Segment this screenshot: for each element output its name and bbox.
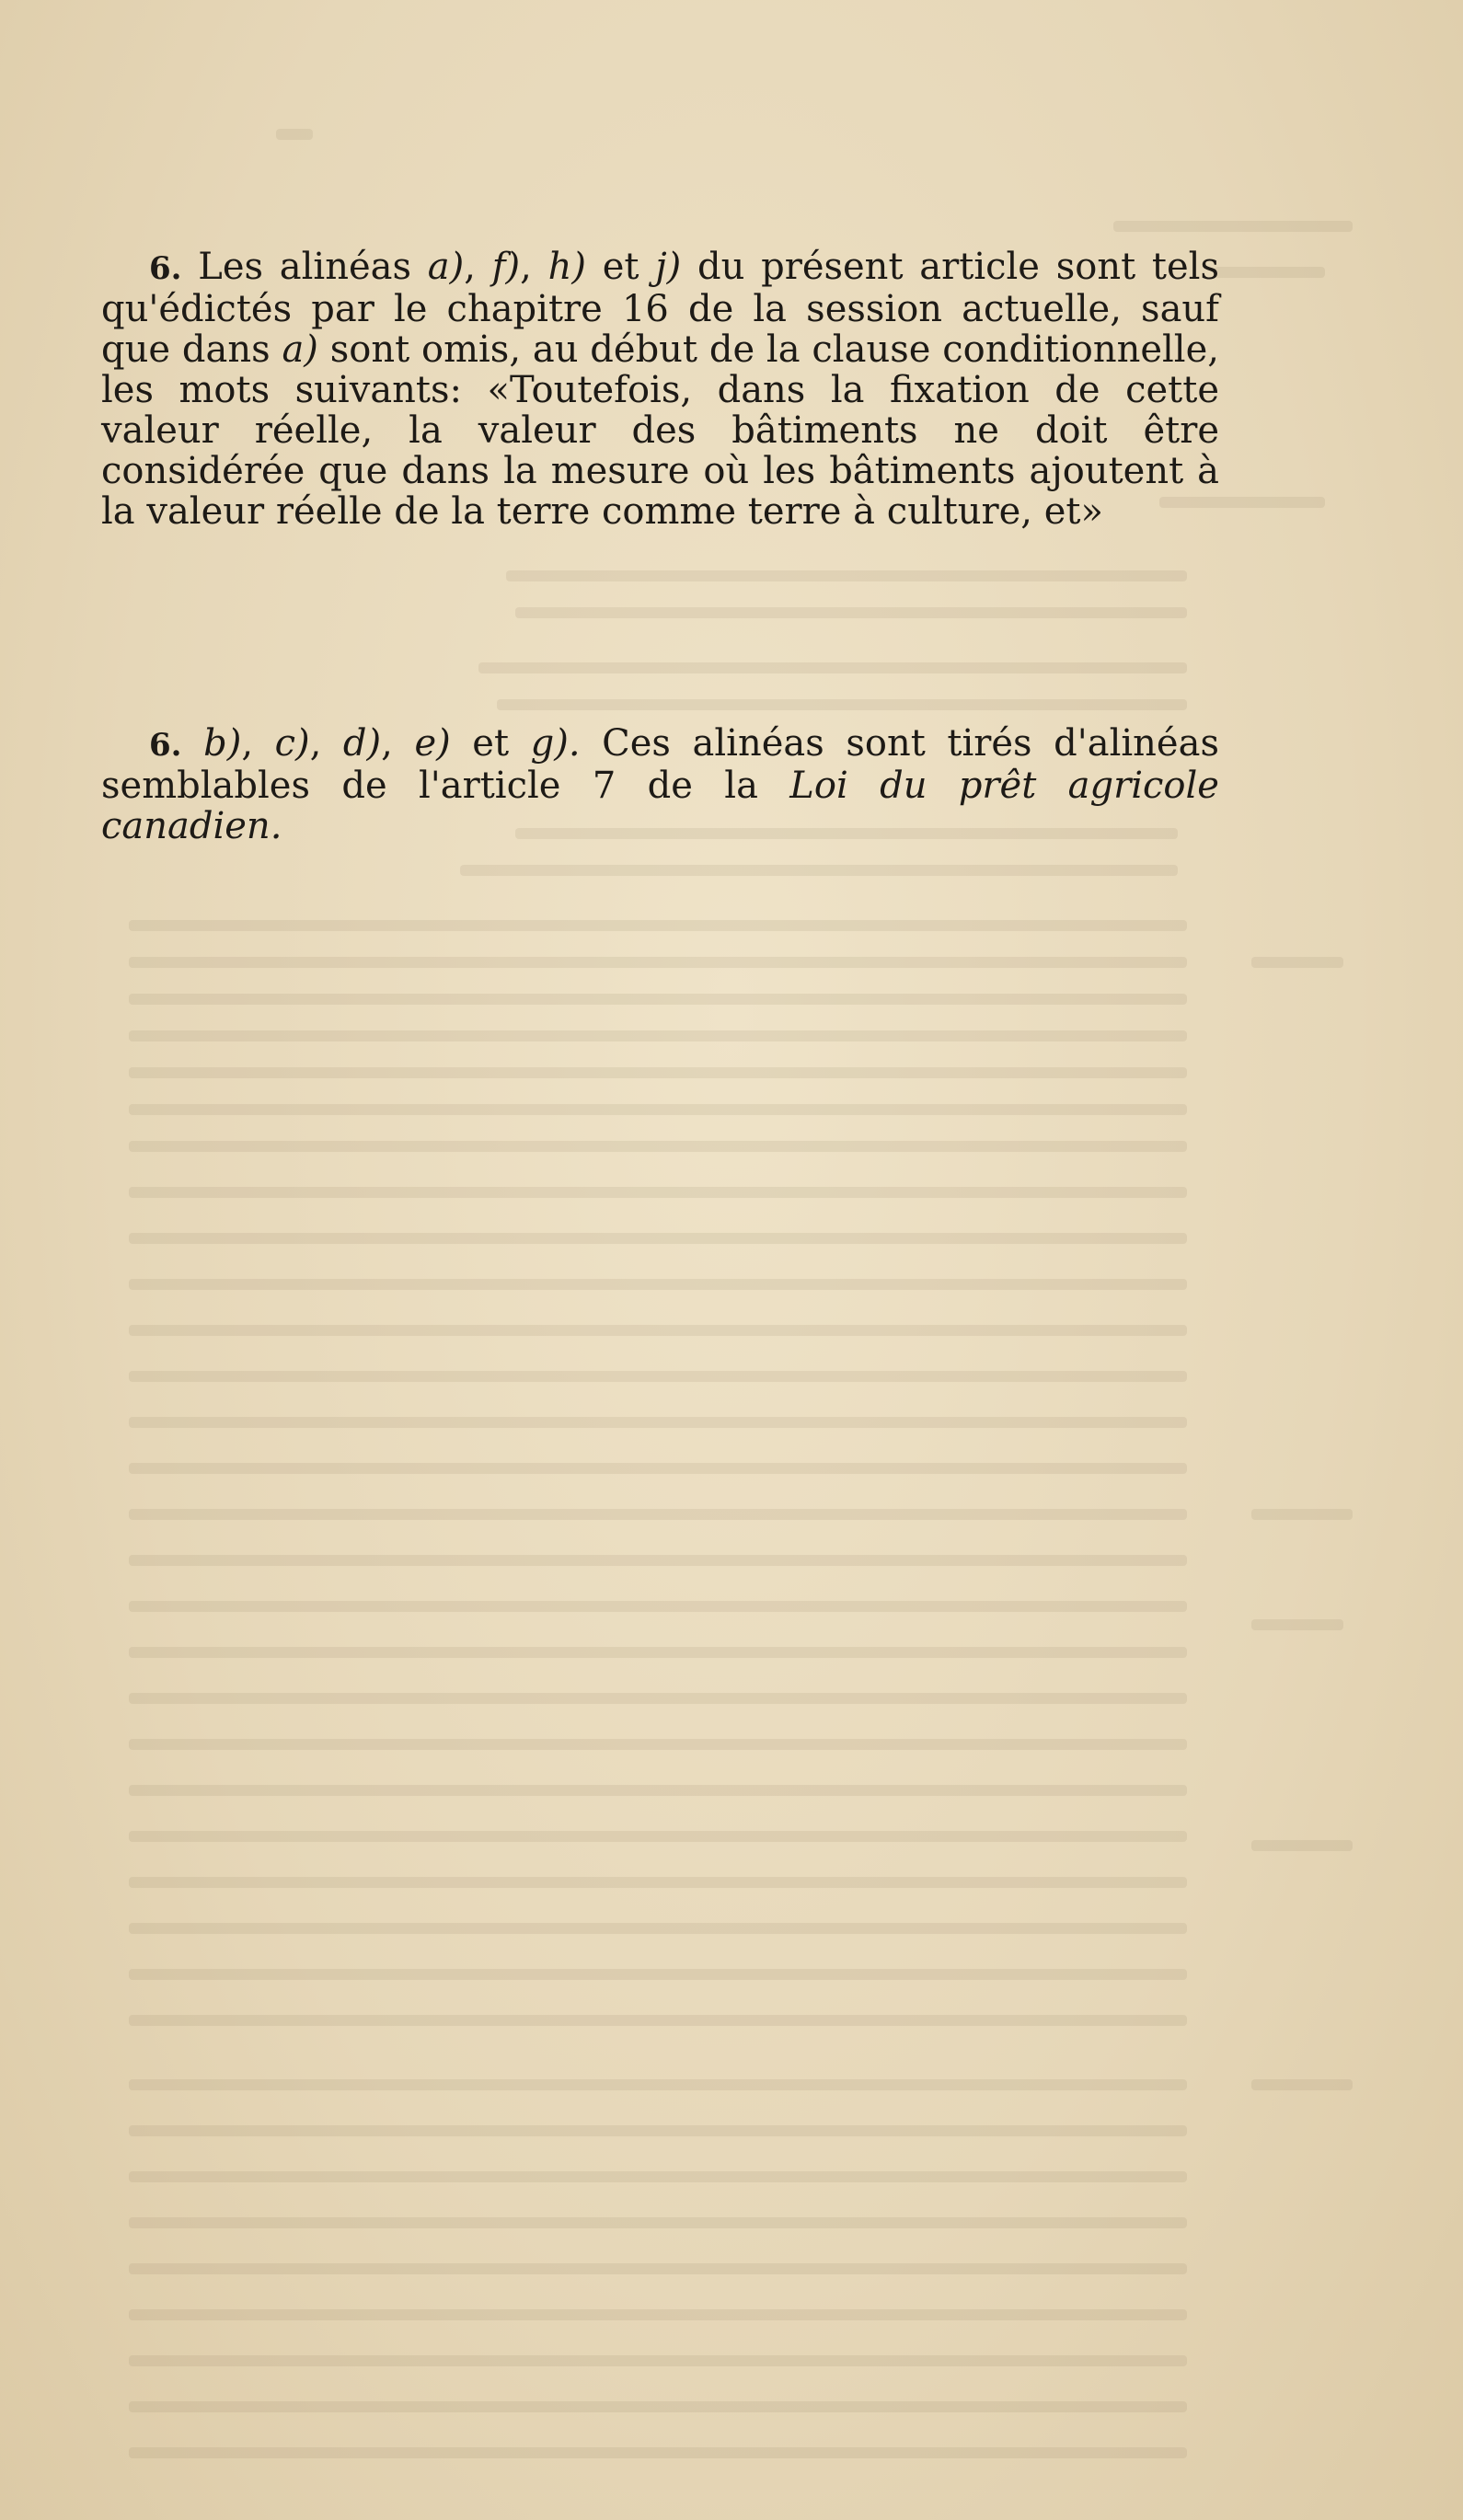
note-number: 6. — [149, 250, 182, 287]
text-run: et — [450, 722, 531, 765]
paragraph-letter: h) — [547, 246, 586, 288]
paragraph-letter: c) — [274, 722, 310, 765]
note-text — [101, 723, 1219, 846]
text-run: du présent article sont tels qu'édictés par le chapitre 16 de la session actuelle, sauf que dans — [101, 246, 1219, 371]
text-run: , — [381, 722, 415, 765]
paragraph-letter: f) — [491, 246, 521, 288]
paragraph-letter: a) — [427, 246, 465, 288]
paragraph-letter: b) — [203, 722, 242, 765]
text-run: sont omis, au début de la clause conditionnelle, les mots suivants: «Toutefois, dans la fixation de cette valeur réelle, la valeur des bâtiments ne doit être considérée que dans la mesure où les bâtiments ajoutent à la valeur réelle de la terre comme terre à culture, et» — [101, 328, 1219, 533]
text-run: , — [520, 246, 548, 288]
text-run: , — [241, 722, 275, 765]
paragraph-letter: e) — [414, 722, 451, 765]
statute-title: Loi du prêt agricole canadien. — [101, 765, 1219, 847]
text-run: et — [585, 246, 656, 288]
note-number: 6. — [149, 727, 182, 764]
note-paragraph-1 — [101, 247, 1219, 532]
note-text — [101, 247, 1219, 532]
text-run: Ces alinéas sont tirés d'alinéas semblables de l'article 7 de la — [101, 722, 1219, 807]
text-run: , — [309, 722, 343, 765]
paragraph-letter: j) — [655, 246, 682, 288]
text-run: , — [464, 246, 492, 288]
text-run — [182, 722, 204, 765]
paragraph-letter: g). — [530, 722, 581, 765]
paragraph-letter: a) — [282, 328, 318, 371]
paragraph-letter: d) — [342, 722, 382, 765]
note-paragraph-2 — [101, 723, 1219, 846]
text-run: Les alinéas — [181, 246, 428, 288]
